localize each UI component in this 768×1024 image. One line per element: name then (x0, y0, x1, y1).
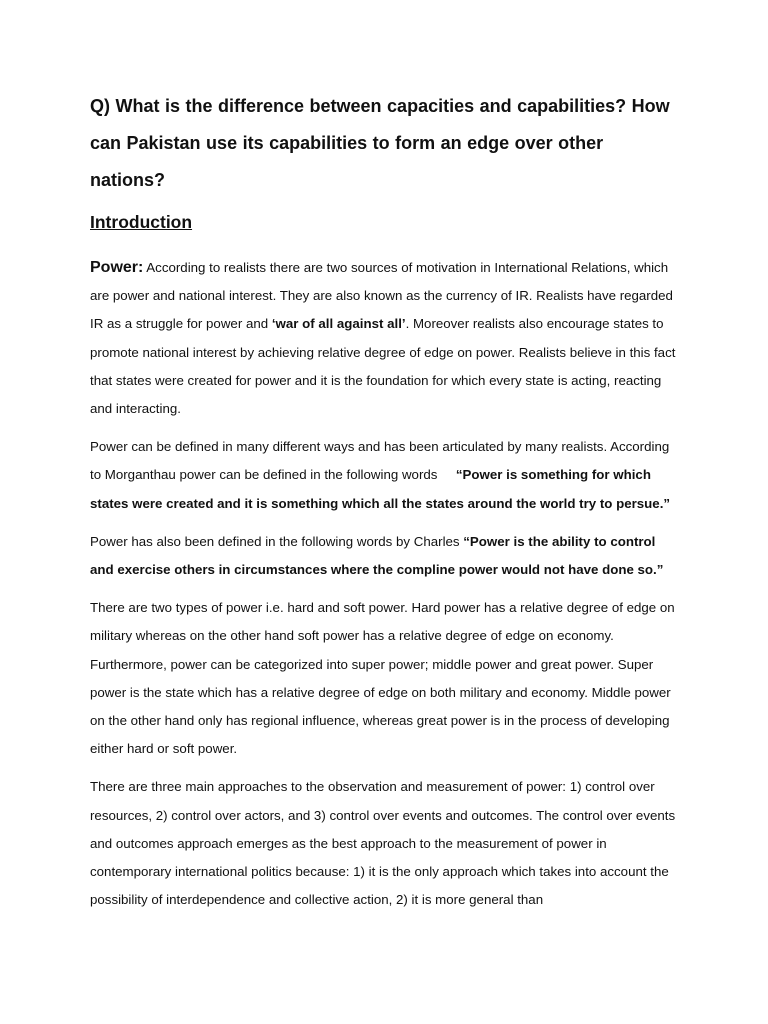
paragraph-types-of-power: There are two types of power i.e. hard and soft power. Hard power has a relative degree of edge on military whereas on the other hand soft power has a relative degree of edge on economy. Furthermore, power can be categorized into super power; middle power and great power. Super power is the state which has a relative degree of edge on both military and economy. Middle power on the other hand only has regional influence, whereas great power is in the process of developing either hard or soft power. (90, 600, 675, 757)
paragraph-charles (90, 528, 682, 584)
emphasis-text: ‘war of all against all’ (271, 316, 406, 332)
paragraph-text: Power has also been defined in the following words by Charles (90, 533, 464, 549)
paragraph-power-definition (90, 254, 682, 423)
question-title: Q) What is the difference between capacities and capabilities? How can Pakistan use its capabilities to form an edge over other nations? (90, 96, 670, 190)
paragraph-morganthau (90, 433, 682, 518)
paragraph-approaches: There are three main approaches to the observation and measurement of power: 1) control over resources, 2) control over actors, and 3) control over events and outcomes. The control over events and outcomes approach emerges as the best approach to the measurement of power in contemporary international politics because: 1) it is the only approach which takes into account the possibility of interdependence and collective action, 2) it is more general than (90, 779, 676, 908)
paragraph-text: According to realists there are two sources of motivation in International Relations, which are power and national interest. They are also known as the currency of IR. Realists have regarded IR as a struggle for power and (90, 260, 673, 332)
document-body (90, 88, 682, 924)
morganthau-quote: “Power is something for which states were created and it is something which all the states around the world try to persue.” (90, 467, 671, 511)
paragraph-text: . Moreover realists also encourage states to promote national interest by achieving relative degree of edge on power. Realists believe in this fact that states were created for power and it is the foundation for which every state is acting, reacting and interacting. (90, 316, 676, 417)
charles-quote: “Power is the ability to control and exercise others in circumstances where the compline power would not have done so.” (90, 533, 664, 578)
paragraph-text: Power can be defined in many different ways and has been articulated by many realists. According to Morganthau power can be defined in the following words (90, 439, 673, 483)
power-lead-term: Power: (90, 259, 144, 276)
section-heading-introduction: Introduction (90, 212, 193, 232)
